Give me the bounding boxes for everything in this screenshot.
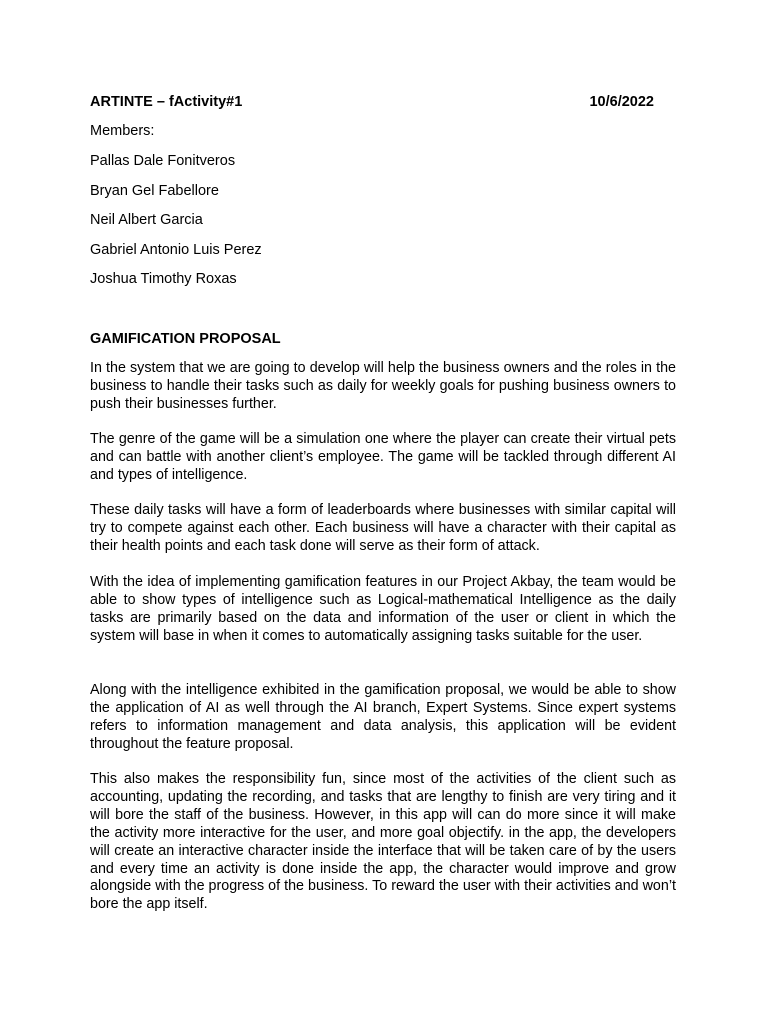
- member-name: Bryan Gel Fabellore: [90, 183, 219, 199]
- proposal-paragraph: In the system that we are going to develop will help the business owners and the roles in the business to handle their tasks such as daily for weekly goals for pushing business owners to push their businesses further.: [90, 360, 676, 412]
- proposal-paragraph: The genre of the game will be a simulation one where the player can create their virtual pets and can battle with another client’s employee. The game will be tackled through different AI and types of intelligence.: [90, 431, 676, 483]
- members-label: Members:: [90, 123, 155, 139]
- member-name: Gabriel Antonio Luis Perez: [90, 242, 262, 258]
- proposal-paragraph: This also makes the responsibility fun, since most of the activities of the client such as accounting, updating the recording, and tasks that are lengthy to finish are very tiring and it will bore the staff of the business. However, in this app will can do more since it will make the activity more interactive for the user, and more goal objectify. in the app, the developers will create an interactive character inside the interface that will be taken care of by the users and every time an activity is done inside the app, the character would improve and grow alongside with the progress of the business. To reward the user with their activities and won’t bore the app itself.: [90, 771, 676, 913]
- document-header: [90, 94, 654, 112]
- member-name: Neil Albert Garcia: [90, 212, 203, 228]
- document-date: 10/6/2022: [589, 94, 654, 110]
- section-title: GAMIFICATION PROPOSAL: [90, 331, 281, 347]
- proposal-paragraph: Along with the intelligence exhibited in the gamification proposal, we would be able to show the application of AI as well through the AI branch, Expert Systems. Since expert systems refers to information management and data analysis, this application will be evident throughout the feature proposal.: [90, 682, 676, 752]
- proposal-paragraph: These daily tasks will have a form of leaderboards where businesses with similar capital will try to compete against each other. Each business will have a character with their capital as their health points and each task done will serve as their form of attack.: [90, 502, 676, 554]
- proposal-paragraph: With the idea of implementing gamification features in our Project Akbay, the team would be able to show types of intelligence such as Logical-mathematical Intelligence as the daily tasks are primarily based on the data and information of the user or client in which the system will base in when it comes to automatically assigning tasks suitable for the user.: [90, 574, 676, 644]
- member-name: Pallas Dale Fonitveros: [90, 153, 236, 169]
- document-title: ARTINTE – fActivity#1: [90, 94, 243, 110]
- member-name: Joshua Timothy Roxas: [90, 271, 237, 287]
